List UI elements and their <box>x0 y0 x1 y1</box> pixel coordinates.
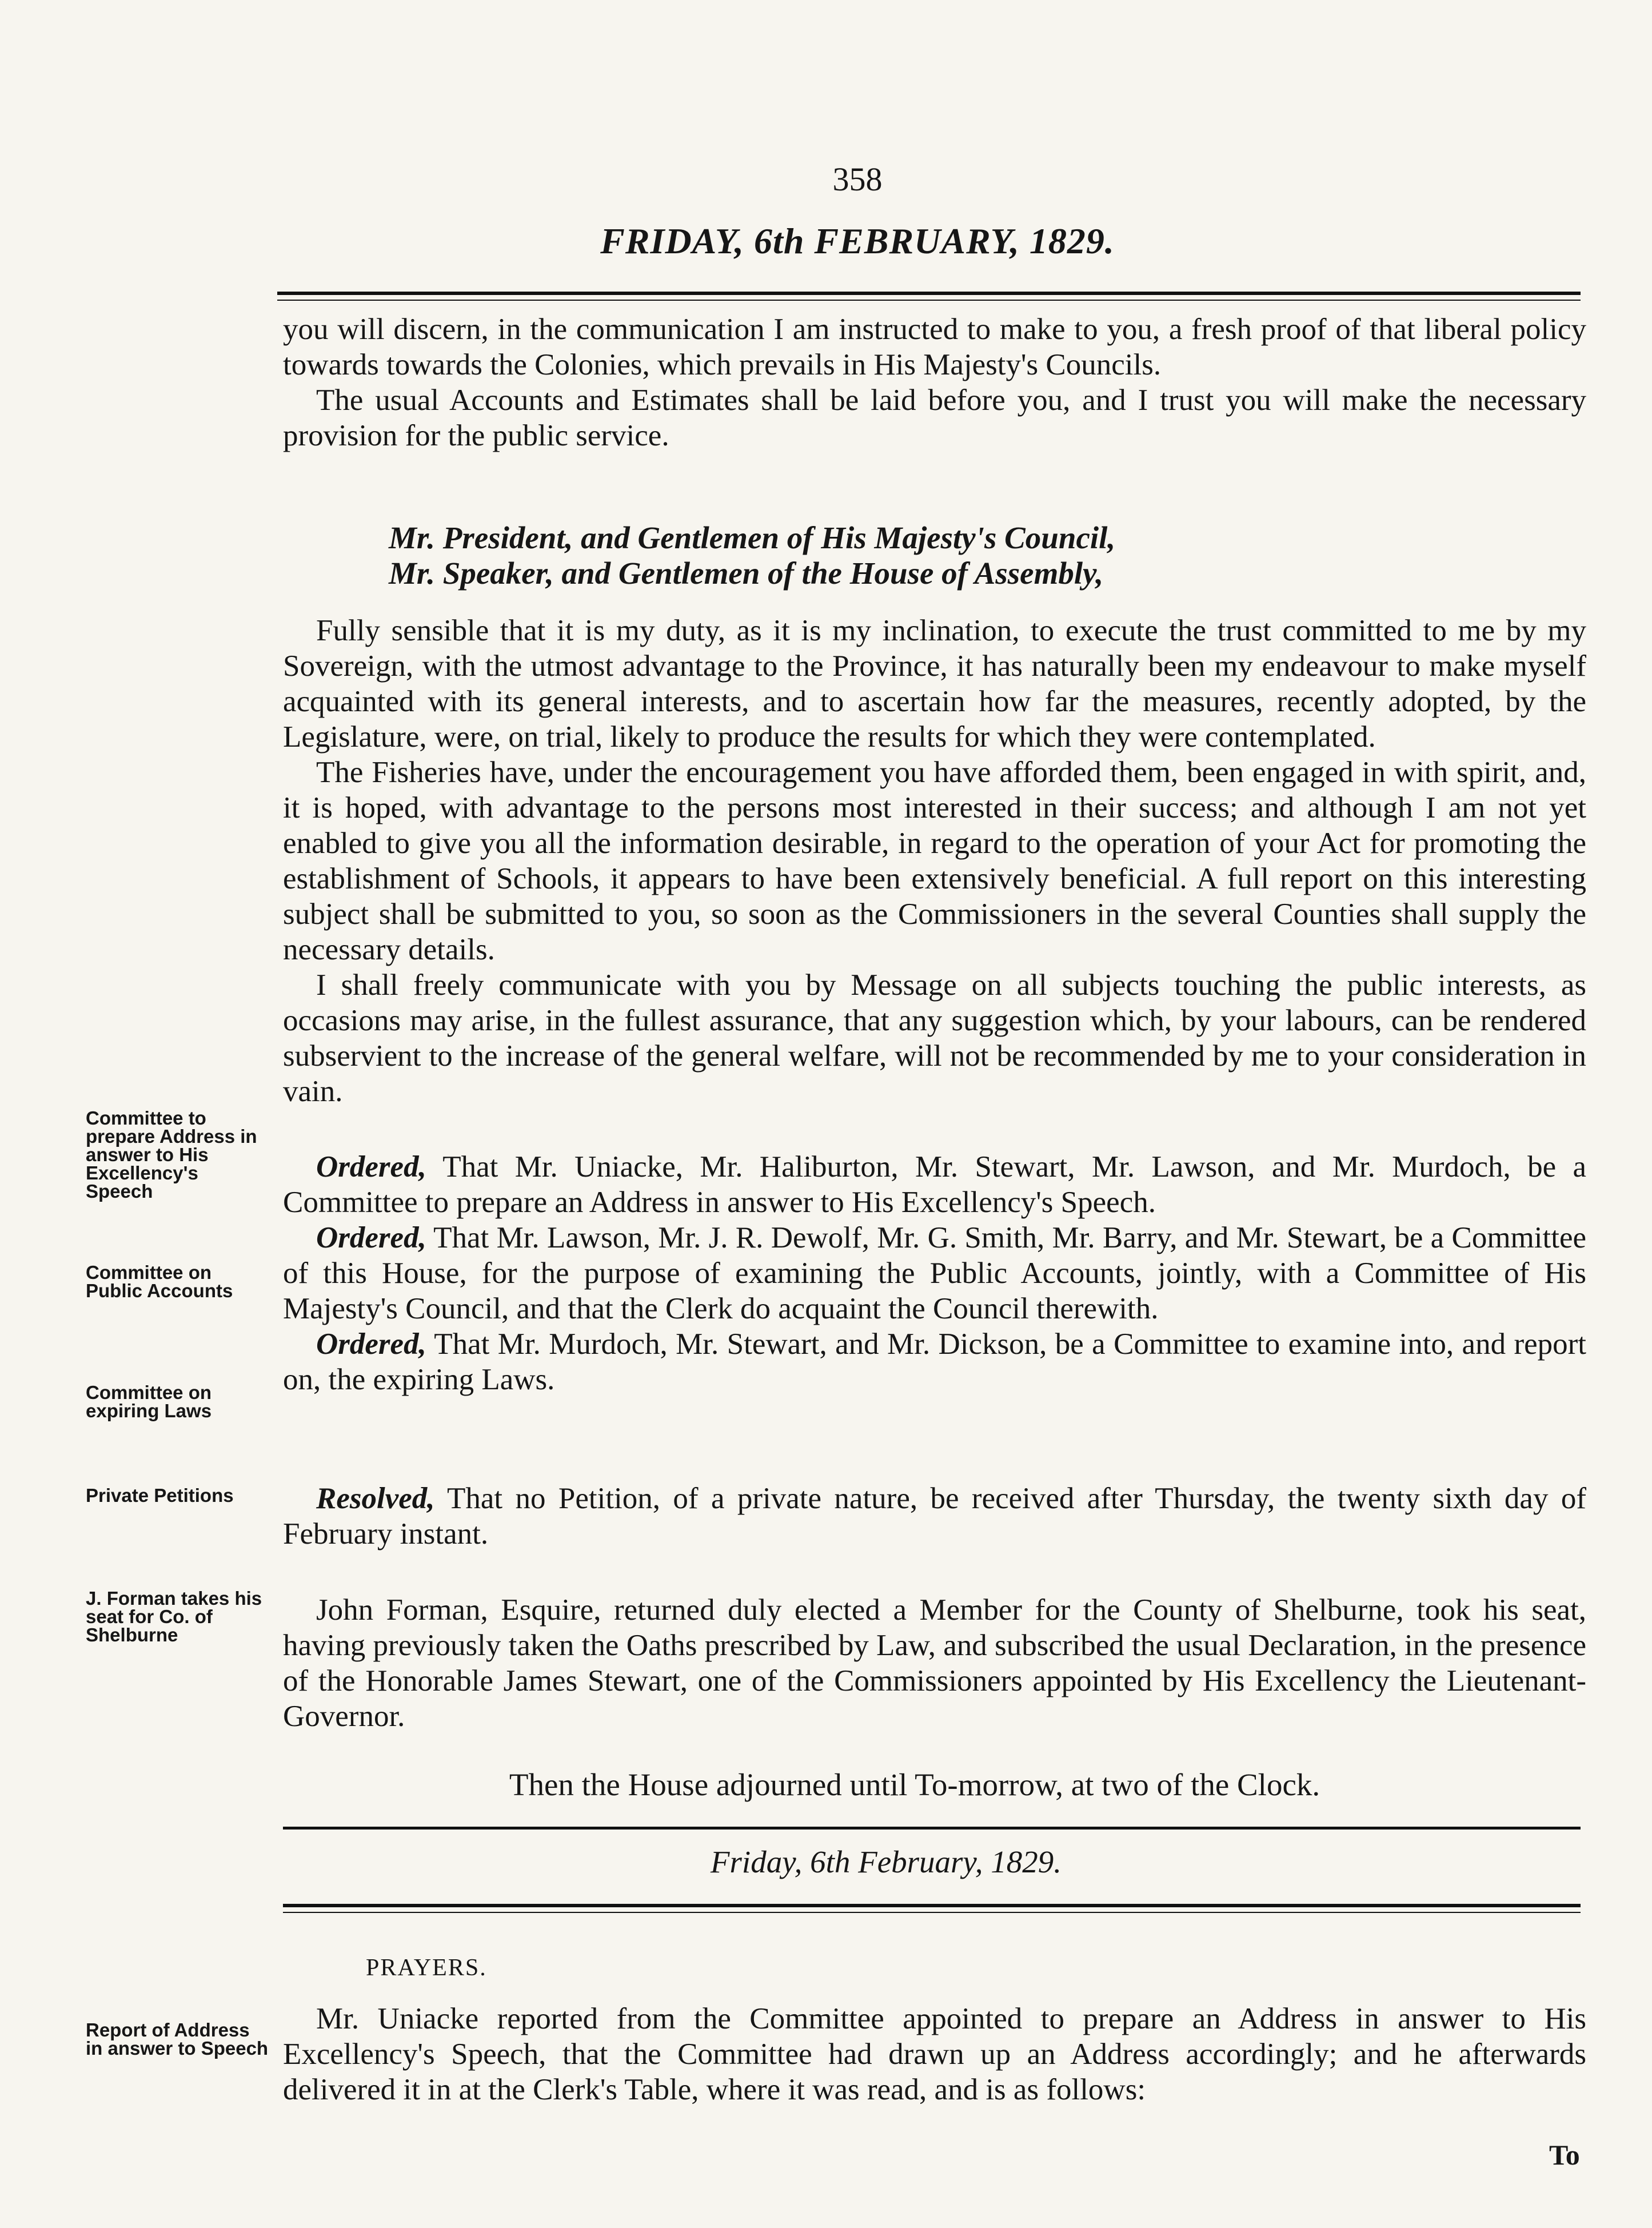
resolved-private-petitions <box>283 1481 1586 1552</box>
header-rule <box>277 292 1581 295</box>
ordered-lead: Ordered, <box>316 1328 426 1361</box>
ordered-text: That Mr. Murdoch, Mr. Stewart, and Mr. Dickson, be a Committee to examine into, and report on, the expiring Laws. <box>283 1328 1586 1396</box>
ordered-address-committee <box>283 1149 1586 1220</box>
salutation-assembly: Mr. Speaker, and Gentlemen of the House of Assembly, <box>389 556 1104 591</box>
ordered-text: That Mr. Uniacke, Mr. Haliburton, Mr. Stewart, Mr. Lawson, and Mr. Murdoch, be a Committee to prepare an Address in answer to His Excellency's Speech. <box>283 1150 1586 1219</box>
ordered-lead: Ordered, <box>316 1150 426 1183</box>
running-head: FRIDAY, 6th FEBRUARY, 1829. <box>600 221 1115 261</box>
ordered-lead: Ordered, <box>316 1221 426 1254</box>
sitting-rule-bottom <box>283 1904 1581 1907</box>
margin-note-forman-seat: J. Forman takes his seat for Co. of Shelburne <box>86 1588 262 1645</box>
margin-note-address-committee: Committee to prepare Address in answer to His Excellency's Speech <box>86 1107 257 1202</box>
resolved-text: That no Petition, of a private nature, be received after Thursday, the twenty sixth day of February instant. <box>283 1482 1586 1551</box>
speech-continuation <box>283 312 1586 453</box>
speech-paragraph: The usual Accounts and Estimates shall be laid before you, and I trust you will make the necessary provision for the public service. <box>283 384 1586 452</box>
speech-paragraph: I shall freely communicate with you by Message on all subjects touching the public interests, as occasions may arise, in the fullest assurance, that any suggestion which, by your labours, can be rendered subservient to the increase of the general welfare, will not be recommended by me to your consideration in vain. <box>283 968 1586 1108</box>
margin-note-report-address: Report of Address in answer to Speech <box>86 2019 269 2059</box>
report-of-address: Mr. Uniacke reported from the Committee appointed to prepare an Address in answer to His Excellency's Speech, that the Committee had drawn up an Address accordingly; and he afterwards delivered it in at the Clerk's Table, where it was read, and is as follows: <box>283 2002 1586 2106</box>
margin-note-expiring-laws: Committee on expiring Laws <box>86 1382 212 1421</box>
adjournment: Then the House adjourned until To-morrow, at two of the Clock. <box>509 1767 1320 1802</box>
margin-note-public-accounts: Committee on Public Accounts <box>86 1262 233 1301</box>
resolved-lead: Resolved, <box>316 1482 435 1515</box>
page-number: 358 <box>832 161 883 198</box>
speech-paragraph: Fully sensible that it is my duty, as it is my inclination, to execute the trust committed to me by my Sovereign, with the utmost advantage to the Province, it has naturally been my endeavour to make myself acquainted with its general interests, and to ascertain how far the measures, recently adopted, by the Legislature, were, on trial, likely to produce the results for which they were contemplated. <box>283 614 1586 754</box>
ordered-expiring-laws <box>283 1326 1586 1397</box>
speech-paragraph: The Fisheries have, under the encouragement you have afforded them, been engaged in with spirit, and, it is hoped, with advantage to the persons most interested in their success; and although I am not yet enabled to give you all the information desirable, in regard to the operation of your Act for promoting the establishment of Schools, it appears to have been extensively beneficial. A full report on this interesting subject shall be submitted to you, so soon as the Commissioners in the several Counties shall supply the necessary details. <box>283 756 1586 966</box>
margin-note-private-petitions: Private Petitions <box>86 1485 234 1506</box>
catchword: To <box>1549 2139 1580 2171</box>
forman-takes-seat: John Forman, Esquire, returned duly elected a Member for the County of Shelburne, took his seat, having previously taken the Oaths prescribed by Law, and subscribed the usual Declaration, in the presence of the Honorable James Stewart, one of the Commissioners appointed by His Excellency the Lieutenant-Governor. <box>283 1593 1586 1733</box>
ordered-public-accounts <box>283 1220 1586 1326</box>
salutation-council: Mr. President, and Gentlemen of His Majesty's Council, <box>389 520 1116 555</box>
salutation <box>389 520 1532 591</box>
sitting-rule-top <box>283 1827 1581 1830</box>
speech-body <box>283 613 1586 1109</box>
sitting-date: Friday, 6th February, 1829. <box>710 1844 1062 1879</box>
ordered-text: That Mr. Lawson, Mr. J. R. Dewolf, Mr. G. Smith, Mr. Barry, and Mr. Stewart, be a Committee of this House, for the purpose of examining the Public Accounts, jointly, with a Committee of His Majesty's Council, and that the Clerk do acquaint the Council therewith. <box>283 1221 1586 1325</box>
prayers-heading: PRAYERS. <box>366 1955 487 1981</box>
speech-paragraph: you will discern, in the communication I am instructed to make to you, a fresh proof of that liberal policy towards towards the Colonies, which prevails in His Majesty's Councils. <box>283 313 1586 381</box>
